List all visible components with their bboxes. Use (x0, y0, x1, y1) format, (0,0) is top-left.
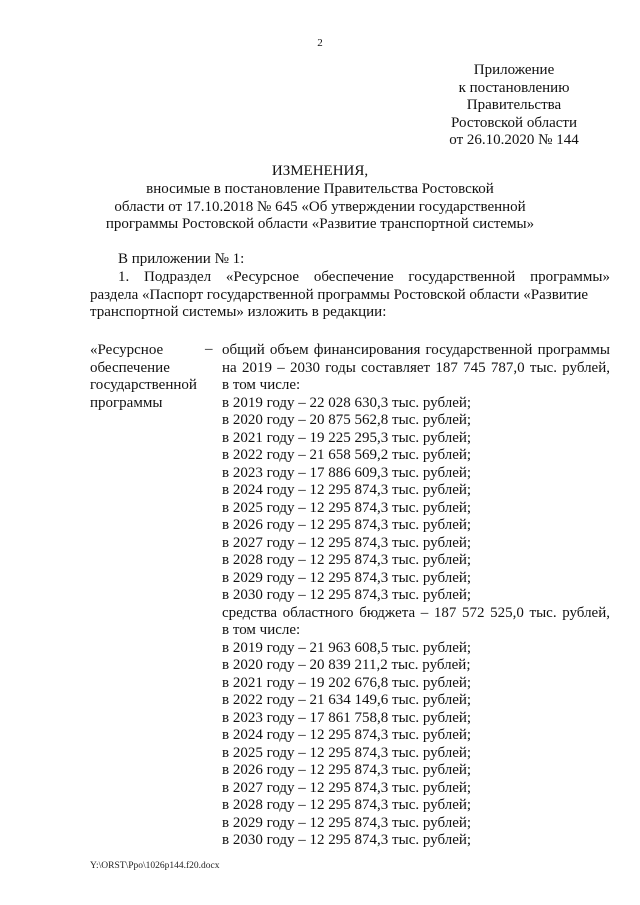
funding-line: в 2020 году – 20 875 562,8 тыс. рублей; (222, 412, 472, 428)
funding-line: в том числе: (222, 377, 301, 393)
funding-line: в том числе: (222, 622, 301, 638)
subtitle-line: области от 17.10.2018 № 645 «Об утверждении государственной (114, 198, 526, 215)
funding-line: на 2019 – 2030 годы составляет 187 745 787,0 тыс. рублей, (222, 359, 610, 376)
funding-line: в 2020 году – 20 839 211,2 тыс. рублей; (222, 657, 471, 673)
appendix-line: Приложение (473, 62, 555, 78)
funding-line: в 2019 году – 22 028 630,3 тыс. рублей; (222, 394, 472, 411)
funding-line: в 2025 году – 12 295 874,3 тыс. рублей; (222, 499, 472, 516)
funding-line: в 2025 году – 12 295 874,3 тыс. рублей; (222, 744, 472, 761)
resource-label-line: государственной (90, 377, 197, 393)
document-title: ИЗМЕНЕНИЯ, (271, 163, 369, 179)
funding-line: в 2027 году – 12 295 874,3 тыс. рублей; (222, 534, 472, 551)
funding-line: в 2024 году – 12 295 874,3 тыс. рублей; (222, 482, 472, 498)
funding-line: в 2029 году – 12 295 874,3 тыс. рублей; (222, 814, 472, 831)
appendix-line: к постановлению (458, 79, 570, 96)
funding-line: в 2026 году – 12 295 874,3 тыс. рублей; (222, 517, 472, 533)
resource-values (222, 342, 610, 850)
appendix-line: от 26.10.2020 № 144 (449, 132, 579, 148)
funding-line: в 2026 году – 12 295 874,3 тыс. рублей; (222, 762, 472, 778)
funding-line: в 2023 году – 17 886 609,3 тыс. рублей; (222, 464, 472, 481)
resource-label-line: обеспечение (90, 359, 170, 376)
appendix-line: Ростовской области (451, 114, 577, 131)
subtitle-line: вносимые в постановление Правительства Ростовской (146, 181, 494, 197)
funding-line: в 2024 году – 12 295 874,3 тыс. рублей; (222, 727, 472, 743)
intro-paragraph: В приложении № 1: (118, 251, 245, 267)
funding-line: в 2028 году – 12 295 874,3 тыс. рублей; (222, 552, 472, 568)
funding-line: в 2021 году – 19 202 676,8 тыс. рублей; (222, 674, 472, 691)
item-1-paragraph (90, 269, 610, 322)
funding-line: в 2023 году – 17 861 758,8 тыс. рублей; (222, 709, 472, 726)
funding-line: в 2029 году – 12 295 874,3 тыс. рублей; (222, 569, 472, 586)
funding-line: в 2022 году – 21 634 149,6 тыс. рублей; (222, 692, 472, 708)
appendix-block (440, 62, 588, 150)
subtitle-line: программы Ростовской области «Развитие транспортной системы» (105, 216, 535, 232)
funding-line: общий объем финансирования государственной программы (222, 342, 610, 358)
funding-line: в 2028 году – 12 295 874,3 тыс. рублей; (222, 797, 472, 813)
document-subtitle (90, 181, 550, 234)
funding-line: в 2030 году – 12 295 874,3 тыс. рублей; (222, 587, 472, 603)
funding-line: средства областного бюджета – 187 572 525,0 тыс. рублей, (222, 604, 610, 621)
resource-label-line: «Ресурсное (90, 342, 164, 358)
file-path-footer: Y:\ORST\Ppo\1026p144.f20.docx (90, 861, 220, 871)
funding-line: в 2021 году – 19 225 295,3 тыс. рублей; (222, 429, 472, 446)
resource-label (90, 342, 210, 412)
item-1-line: 1. Подраздел «Ресурсное обеспечение государственной программы» (118, 269, 610, 285)
item-1-line: раздела «Паспорт государственной программы Ростовской области «Развитие (90, 286, 589, 303)
funding-line: в 2022 году – 21 658 569,2 тыс. рублей; (222, 447, 472, 463)
resource-label-line: программы (90, 394, 163, 411)
page-number: 2 (317, 37, 323, 49)
item-1-line: транспортной системы» изложить в редакции: (90, 304, 387, 320)
funding-line: в 2030 году – 12 295 874,3 тыс. рублей; (222, 832, 472, 848)
funding-line: в 2027 году – 12 295 874,3 тыс. рублей; (222, 779, 472, 796)
appendix-line: Правительства (466, 97, 562, 113)
separator-dash: – (205, 341, 213, 357)
funding-line: в 2019 году – 21 963 608,5 тыс. рублей; (222, 639, 472, 656)
